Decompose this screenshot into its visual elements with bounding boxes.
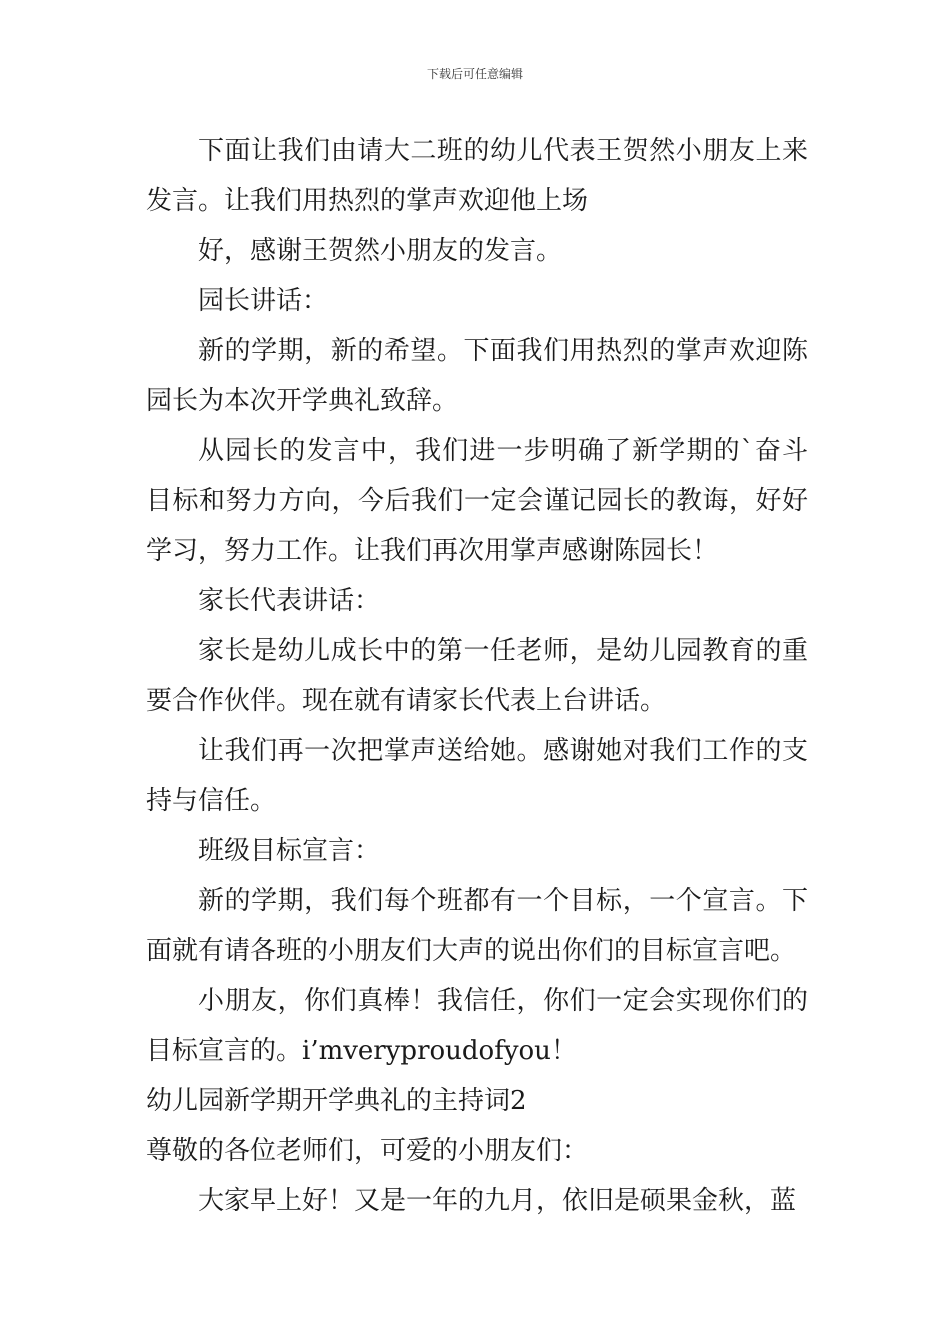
document-body	[146, 126, 808, 1226]
paragraph-7: 新的学期，我们每个班都有一个目标，一个宣言。下面就有请各班的小朋友们大声的说出你们的目标宣言吧。	[146, 886, 808, 966]
page-header-note: 下载后可任意编辑	[426, 67, 523, 81]
section-heading-principal-speech: 园长讲话：	[198, 286, 329, 316]
salutation: 尊敬的各位老师们，可爱的小朋友们：	[146, 1136, 589, 1166]
section-heading-parent-speech: 家长代表讲话：	[198, 586, 381, 616]
paragraph-6: 让我们再一次把掌声送给她。感谢她对我们工作的支持与信任。	[146, 736, 808, 816]
paragraph-3: 新的学期，新的希望。下面我们用热烈的掌声欢迎陈园长为本次开学典礼致辞。	[146, 336, 808, 416]
document-section-title: 幼儿园新学期开学典礼的主持词2	[146, 1086, 527, 1116]
paragraph-2: 好，感谢王贺然小朋友的发言。	[198, 236, 563, 266]
paragraph-8: 小朋友，你们真棒！我信任，你们一定会实现你们的目标宣言的。i’mveryproudofyou！	[146, 986, 808, 1066]
paragraph-1: 下面让我们由请大二班的幼儿代表王贺然小朋友上来发言。让我们用热烈的掌声欢迎他上场	[146, 136, 808, 216]
paragraph-9: 大家早上好！又是一年的九月，依旧是硕果金秋，蓝	[198, 1186, 797, 1216]
section-heading-class-goals: 班级目标宣言：	[198, 836, 381, 866]
paragraph-4: 从园长的发言中，我们进一步明确了新学期的`奋斗目标和努力方向，今后我们一定会谨记园长的教诲，好好学习，努力工作。让我们再次用掌声感谢陈园长！	[146, 436, 808, 566]
paragraph-5: 家长是幼儿成长中的第一任老师，是幼儿园教育的重要合作伙伴。现在就有请家长代表上台讲话。	[146, 636, 808, 716]
